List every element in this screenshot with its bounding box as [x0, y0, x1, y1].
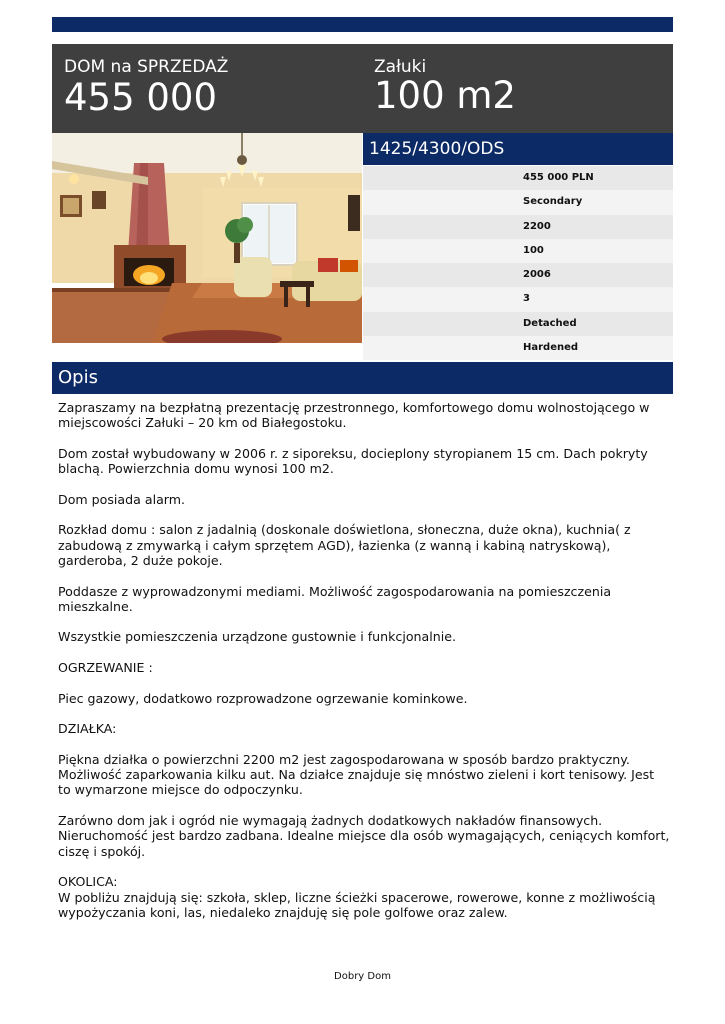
detail-row — [363, 312, 673, 336]
description-paragraph: DZIAŁKA: — [58, 721, 117, 737]
description-paragraph: OKOLICA: W pobliżu znajdują się: szkoła, sklep, liczne ścieżki spacerowe, rowerowe, konne z możliwością wypożyczania koni, las, niedaleko znajduję się pole golfowe oraz zalew. — [58, 874, 656, 920]
detail-row — [363, 336, 673, 360]
listing-type: DOM na SPRZEDAŻ — [64, 57, 229, 77]
detail-row — [363, 287, 673, 311]
description-paragraph: Dom posiada alarm. — [58, 491, 186, 507]
detail-value: 2006 — [523, 269, 551, 281]
detail-value: 2200 — [523, 220, 551, 232]
listing-header — [52, 44, 673, 133]
header-right — [374, 56, 516, 117]
detail-row — [363, 190, 673, 214]
listing-code-bar — [363, 133, 673, 165]
description-section-header — [52, 362, 673, 394]
detail-value: 100 — [523, 244, 544, 256]
top-accent-bar — [52, 17, 673, 32]
description-paragraph: Piękna działka o powierzchni 2200 m2 jest zagospodarowana w sposób bardzo praktyczny. Możliwość zaparkowania kilku aut. Na działce znajduje się mnóstwo zieleni i kort tenisowy. Jest to wymarzone miejsce do odpoczynku. — [58, 751, 655, 798]
detail-value: Secondary — [523, 196, 583, 208]
detail-value: 455 000 PLN — [523, 172, 594, 183]
header-left — [64, 56, 228, 119]
listing-code: 1425/4300/ODS — [369, 139, 505, 159]
description-paragraph: Zarówno dom jak i ogród nie wymagają żadnych dodatkowych nakładów finansowych. Nieruchomość jest bardzo zadbana. Idealne miejsce dla osób wymagających, ceniących komfort, ciszę i spokój. — [58, 813, 670, 859]
description-body — [58, 400, 670, 935]
detail-value: Hardened — [523, 342, 579, 354]
footer-brand: Dobry Dom — [334, 971, 391, 982]
detail-value: 3 — [523, 293, 530, 305]
section-title: Opis — [58, 367, 98, 388]
description-paragraph: Wszystkie pomieszczenia urządzone gustownie i funkcjonalnie. — [58, 629, 456, 645]
description-paragraph: Poddasze z wyprowadzonymi mediami. Możliwość zagospodarowania na pomieszczenia mieszkalne. — [58, 583, 612, 614]
property-photo — [52, 133, 362, 343]
description-paragraph: Dom został wybudowany w 2006 r. z siporeksu, docieplony styropianem 15 cm. Dach pokryty blachą. Powierzchnia domu wynosi 100 m2. — [58, 445, 648, 477]
listing-location: Załuki — [374, 57, 427, 77]
description-paragraph: OGRZEWANIE : — [58, 660, 153, 676]
description-paragraph: Rozkład domu : salon z jadalnią (doskonale doświetlona, słoneczna, duże okna), kuchnia( z zabudową z zmywarką i całym sprzętem AGD), łazienka (z wanną i kabiną natryskową), garderoba, 2 duże pokoje. — [58, 522, 631, 568]
detail-row — [363, 239, 673, 263]
detail-row — [363, 263, 673, 287]
detail-row — [363, 166, 673, 190]
listing-area: 100 m2 — [374, 74, 516, 117]
detail-value: Detached — [523, 317, 577, 329]
details-table — [363, 166, 673, 360]
listing-price: 455 000 — [64, 76, 218, 119]
description-paragraph: Zapraszamy na bezpłatną prezentację przestronnego, komfortowego domu wolnostojącego w miejscowości Załuki – 20 km od Białegostoku. — [58, 400, 650, 431]
description-paragraph: Piec gazowy, dodatkowo rozprowadzone ogrzewanie kominkowe. — [58, 690, 468, 706]
detail-row — [363, 215, 673, 239]
